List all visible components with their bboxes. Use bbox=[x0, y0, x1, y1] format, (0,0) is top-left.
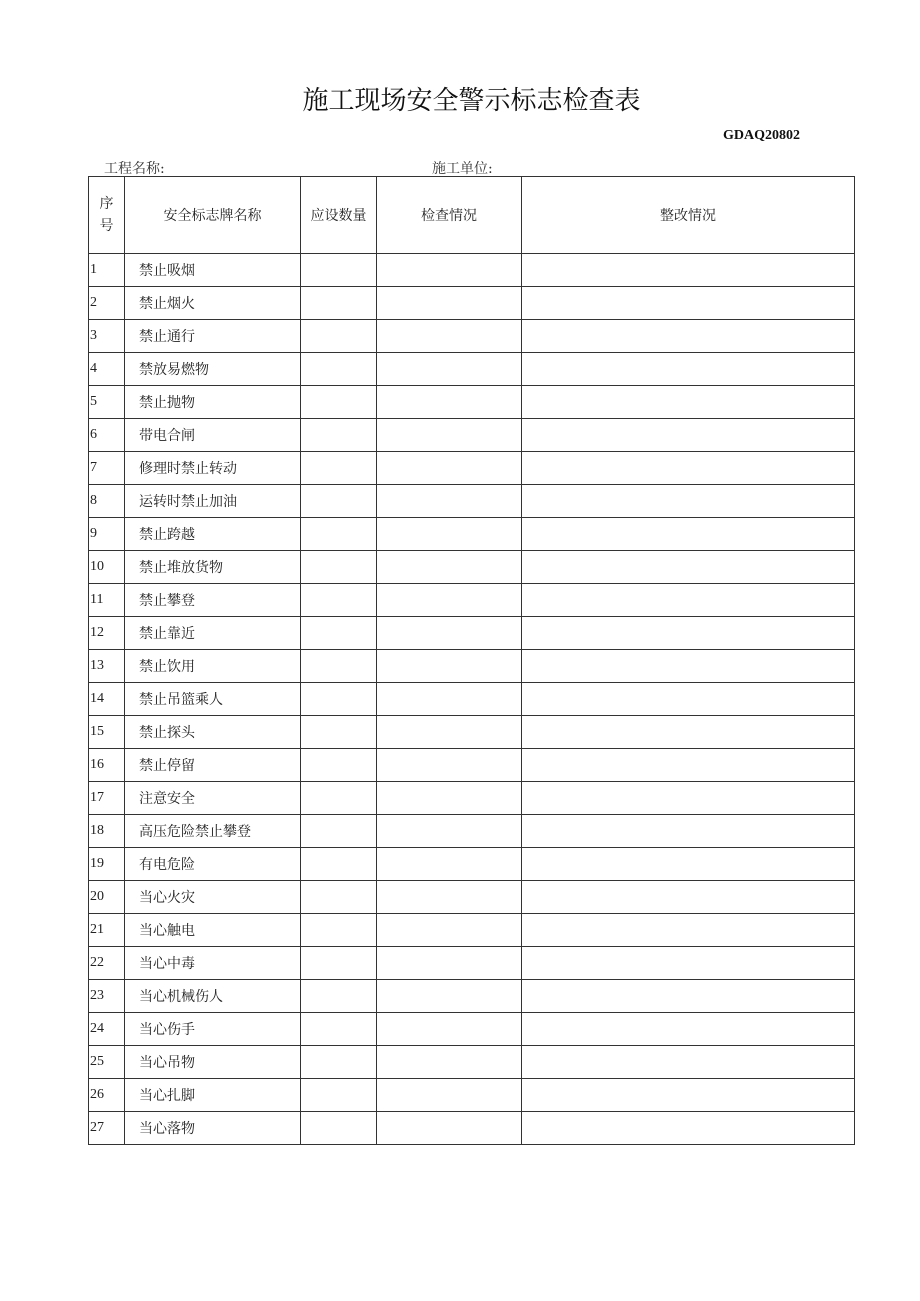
row-rectification-cell[interactable] bbox=[522, 1079, 855, 1112]
row-sign-name: 当心吊物 bbox=[125, 1046, 301, 1079]
row-sign-name: 禁止攀登 bbox=[125, 584, 301, 617]
row-inspection-cell[interactable] bbox=[377, 848, 522, 881]
checklist-table bbox=[88, 176, 855, 1145]
row-rectification-cell[interactable] bbox=[522, 584, 855, 617]
row-inspection-cell[interactable] bbox=[377, 947, 522, 980]
construction-unit-label: 施工单位: bbox=[432, 161, 493, 177]
row-sign-name: 当心中毒 bbox=[125, 947, 301, 980]
row-inspection-cell[interactable] bbox=[377, 419, 522, 452]
row-inspection-cell[interactable] bbox=[377, 1112, 522, 1145]
header-sign-name: 安全标志牌名称 bbox=[125, 177, 301, 254]
row-inspection-cell[interactable] bbox=[377, 716, 522, 749]
row-quantity-cell[interactable] bbox=[301, 848, 377, 881]
row-inspection-cell[interactable] bbox=[377, 353, 522, 386]
row-sign-name: 禁止堆放货物 bbox=[125, 551, 301, 584]
row-rectification-cell[interactable] bbox=[522, 1112, 855, 1145]
document-code: GDAQ20802 bbox=[723, 128, 800, 143]
row-seq: 13 bbox=[89, 650, 125, 683]
row-seq: 10 bbox=[89, 551, 125, 584]
table-row bbox=[89, 485, 855, 518]
table-header-row bbox=[89, 177, 855, 254]
row-seq: 7 bbox=[89, 452, 125, 485]
row-quantity-cell[interactable] bbox=[301, 617, 377, 650]
row-sign-name: 禁止吸烟 bbox=[125, 254, 301, 287]
row-seq: 18 bbox=[89, 815, 125, 848]
row-sign-name: 禁止抛物 bbox=[125, 386, 301, 419]
row-quantity-cell[interactable] bbox=[301, 947, 377, 980]
row-quantity-cell[interactable] bbox=[301, 518, 377, 551]
row-quantity-cell[interactable] bbox=[301, 782, 377, 815]
row-inspection-cell[interactable] bbox=[377, 980, 522, 1013]
row-rectification-cell[interactable] bbox=[522, 782, 855, 815]
table-row bbox=[89, 815, 855, 848]
table-row bbox=[89, 584, 855, 617]
row-inspection-cell[interactable] bbox=[377, 914, 522, 947]
row-inspection-cell[interactable] bbox=[377, 1046, 522, 1079]
table-row bbox=[89, 518, 855, 551]
row-seq: 8 bbox=[89, 485, 125, 518]
table-row bbox=[89, 551, 855, 584]
row-quantity-cell[interactable] bbox=[301, 353, 377, 386]
row-rectification-cell[interactable] bbox=[522, 980, 855, 1013]
table-row bbox=[89, 353, 855, 386]
row-seq: 26 bbox=[89, 1079, 125, 1112]
header-rectification: 整改情况 bbox=[522, 177, 855, 254]
row-sign-name: 当心触电 bbox=[125, 914, 301, 947]
row-inspection-cell[interactable] bbox=[377, 782, 522, 815]
row-inspection-cell[interactable] bbox=[377, 287, 522, 320]
row-inspection-cell[interactable] bbox=[377, 518, 522, 551]
row-seq: 11 bbox=[89, 584, 125, 617]
table-row bbox=[89, 1112, 855, 1145]
row-seq: 21 bbox=[89, 914, 125, 947]
row-quantity-cell[interactable] bbox=[301, 320, 377, 353]
row-rectification-cell[interactable] bbox=[522, 452, 855, 485]
header-seq-bottom: 号 bbox=[99, 218, 114, 234]
row-quantity-cell[interactable] bbox=[301, 881, 377, 914]
row-sign-name: 当心扎脚 bbox=[125, 1079, 301, 1112]
row-rectification-cell[interactable] bbox=[522, 815, 855, 848]
row-rectification-cell[interactable] bbox=[522, 485, 855, 518]
row-sign-name: 禁止探头 bbox=[125, 716, 301, 749]
row-inspection-cell[interactable] bbox=[377, 749, 522, 782]
table-row bbox=[89, 782, 855, 815]
row-rectification-cell[interactable] bbox=[522, 1046, 855, 1079]
row-inspection-cell[interactable] bbox=[377, 650, 522, 683]
header-inspection: 检查情况 bbox=[377, 177, 522, 254]
row-rectification-cell[interactable] bbox=[522, 881, 855, 914]
row-rectification-cell[interactable] bbox=[522, 518, 855, 551]
row-seq: 22 bbox=[89, 947, 125, 980]
row-sign-name: 禁止吊篮乘人 bbox=[125, 683, 301, 716]
row-quantity-cell[interactable] bbox=[301, 551, 377, 584]
row-sign-name: 禁止烟火 bbox=[125, 287, 301, 320]
row-quantity-cell[interactable] bbox=[301, 980, 377, 1013]
row-quantity-cell[interactable] bbox=[301, 749, 377, 782]
row-quantity-cell[interactable] bbox=[301, 914, 377, 947]
row-sign-name: 当心机械伤人 bbox=[125, 980, 301, 1013]
header-quantity: 应设数量 bbox=[301, 177, 377, 254]
table-row bbox=[89, 881, 855, 914]
row-inspection-cell[interactable] bbox=[377, 386, 522, 419]
row-seq: 1 bbox=[89, 254, 125, 287]
row-sign-name: 注意安全 bbox=[125, 782, 301, 815]
header-seq-top: 序 bbox=[99, 196, 114, 212]
row-seq: 16 bbox=[89, 749, 125, 782]
row-seq: 17 bbox=[89, 782, 125, 815]
row-rectification-cell[interactable] bbox=[522, 914, 855, 947]
row-quantity-cell[interactable] bbox=[301, 1112, 377, 1145]
row-inspection-cell[interactable] bbox=[377, 1013, 522, 1046]
row-seq: 9 bbox=[89, 518, 125, 551]
table-row bbox=[89, 287, 855, 320]
row-sign-name: 禁放易燃物 bbox=[125, 353, 301, 386]
row-inspection-cell[interactable] bbox=[377, 815, 522, 848]
row-sign-name: 带电合闸 bbox=[125, 419, 301, 452]
row-sign-name: 禁止靠近 bbox=[125, 617, 301, 650]
row-sign-name: 禁止停留 bbox=[125, 749, 301, 782]
row-rectification-cell[interactable] bbox=[522, 716, 855, 749]
row-quantity-cell[interactable] bbox=[301, 485, 377, 518]
table-row bbox=[89, 254, 855, 287]
row-seq: 6 bbox=[89, 419, 125, 452]
row-quantity-cell[interactable] bbox=[301, 287, 377, 320]
table-row bbox=[89, 716, 855, 749]
row-rectification-cell[interactable] bbox=[522, 749, 855, 782]
page-title: 施工现场安全警示标志检查表 bbox=[302, 86, 641, 116]
row-rectification-cell[interactable] bbox=[522, 386, 855, 419]
row-sign-name: 当心落物 bbox=[125, 1112, 301, 1145]
row-quantity-cell[interactable] bbox=[301, 419, 377, 452]
table-row bbox=[89, 947, 855, 980]
table-row bbox=[89, 848, 855, 881]
row-rectification-cell[interactable] bbox=[522, 353, 855, 386]
row-quantity-cell[interactable] bbox=[301, 254, 377, 287]
table-row bbox=[89, 650, 855, 683]
row-seq: 20 bbox=[89, 881, 125, 914]
row-quantity-cell[interactable] bbox=[301, 815, 377, 848]
row-seq: 15 bbox=[89, 716, 125, 749]
table-row bbox=[89, 749, 855, 782]
row-rectification-cell[interactable] bbox=[522, 287, 855, 320]
row-sign-name: 高压危险禁止攀登 bbox=[125, 815, 301, 848]
row-quantity-cell[interactable] bbox=[301, 1046, 377, 1079]
row-quantity-cell[interactable] bbox=[301, 1079, 377, 1112]
row-seq: 19 bbox=[89, 848, 125, 881]
row-rectification-cell[interactable] bbox=[522, 1013, 855, 1046]
row-rectification-cell[interactable] bbox=[522, 419, 855, 452]
row-seq: 2 bbox=[89, 287, 125, 320]
table-row bbox=[89, 683, 855, 716]
row-quantity-cell[interactable] bbox=[301, 683, 377, 716]
table-row bbox=[89, 1013, 855, 1046]
row-inspection-cell[interactable] bbox=[377, 683, 522, 716]
row-seq: 23 bbox=[89, 980, 125, 1013]
row-seq: 3 bbox=[89, 320, 125, 353]
row-sign-name: 当心火灾 bbox=[125, 881, 301, 914]
table-row bbox=[89, 386, 855, 419]
row-rectification-cell[interactable] bbox=[522, 683, 855, 716]
row-inspection-cell[interactable] bbox=[377, 452, 522, 485]
row-sign-name: 运转时禁止加油 bbox=[125, 485, 301, 518]
row-seq: 25 bbox=[89, 1046, 125, 1079]
row-sign-name: 禁止跨越 bbox=[125, 518, 301, 551]
table-row bbox=[89, 1079, 855, 1112]
row-sign-name: 有电危险 bbox=[125, 848, 301, 881]
row-inspection-cell[interactable] bbox=[377, 617, 522, 650]
row-inspection-cell[interactable] bbox=[377, 254, 522, 287]
row-quantity-cell[interactable] bbox=[301, 650, 377, 683]
row-rectification-cell[interactable] bbox=[522, 617, 855, 650]
row-seq: 5 bbox=[89, 386, 125, 419]
row-rectification-cell[interactable] bbox=[522, 551, 855, 584]
row-seq: 12 bbox=[89, 617, 125, 650]
row-rectification-cell[interactable] bbox=[522, 320, 855, 353]
row-rectification-cell[interactable] bbox=[522, 947, 855, 980]
row-quantity-cell[interactable] bbox=[301, 716, 377, 749]
table-row bbox=[89, 617, 855, 650]
row-sign-name: 修理时禁止转动 bbox=[125, 452, 301, 485]
row-quantity-cell[interactable] bbox=[301, 386, 377, 419]
row-sign-name: 禁止通行 bbox=[125, 320, 301, 353]
project-name-label: 工程名称: bbox=[104, 161, 165, 177]
table-row bbox=[89, 1046, 855, 1079]
row-seq: 14 bbox=[89, 683, 125, 716]
row-seq: 4 bbox=[89, 353, 125, 386]
row-quantity-cell[interactable] bbox=[301, 1013, 377, 1046]
row-sign-name: 当心伤手 bbox=[125, 1013, 301, 1046]
row-inspection-cell[interactable] bbox=[377, 551, 522, 584]
table-row bbox=[89, 320, 855, 353]
row-rectification-cell[interactable] bbox=[522, 650, 855, 683]
table-row bbox=[89, 914, 855, 947]
row-inspection-cell[interactable] bbox=[377, 1079, 522, 1112]
row-inspection-cell[interactable] bbox=[377, 485, 522, 518]
header-seq bbox=[89, 177, 125, 254]
row-rectification-cell[interactable] bbox=[522, 254, 855, 287]
table-row bbox=[89, 980, 855, 1013]
row-sign-name: 禁止饮用 bbox=[125, 650, 301, 683]
row-seq: 27 bbox=[89, 1112, 125, 1145]
row-quantity-cell[interactable] bbox=[301, 584, 377, 617]
row-rectification-cell[interactable] bbox=[522, 848, 855, 881]
row-inspection-cell[interactable] bbox=[377, 584, 522, 617]
row-seq: 24 bbox=[89, 1013, 125, 1046]
row-quantity-cell[interactable] bbox=[301, 452, 377, 485]
table-row bbox=[89, 452, 855, 485]
table-row bbox=[89, 419, 855, 452]
row-inspection-cell[interactable] bbox=[377, 881, 522, 914]
row-inspection-cell[interactable] bbox=[377, 320, 522, 353]
